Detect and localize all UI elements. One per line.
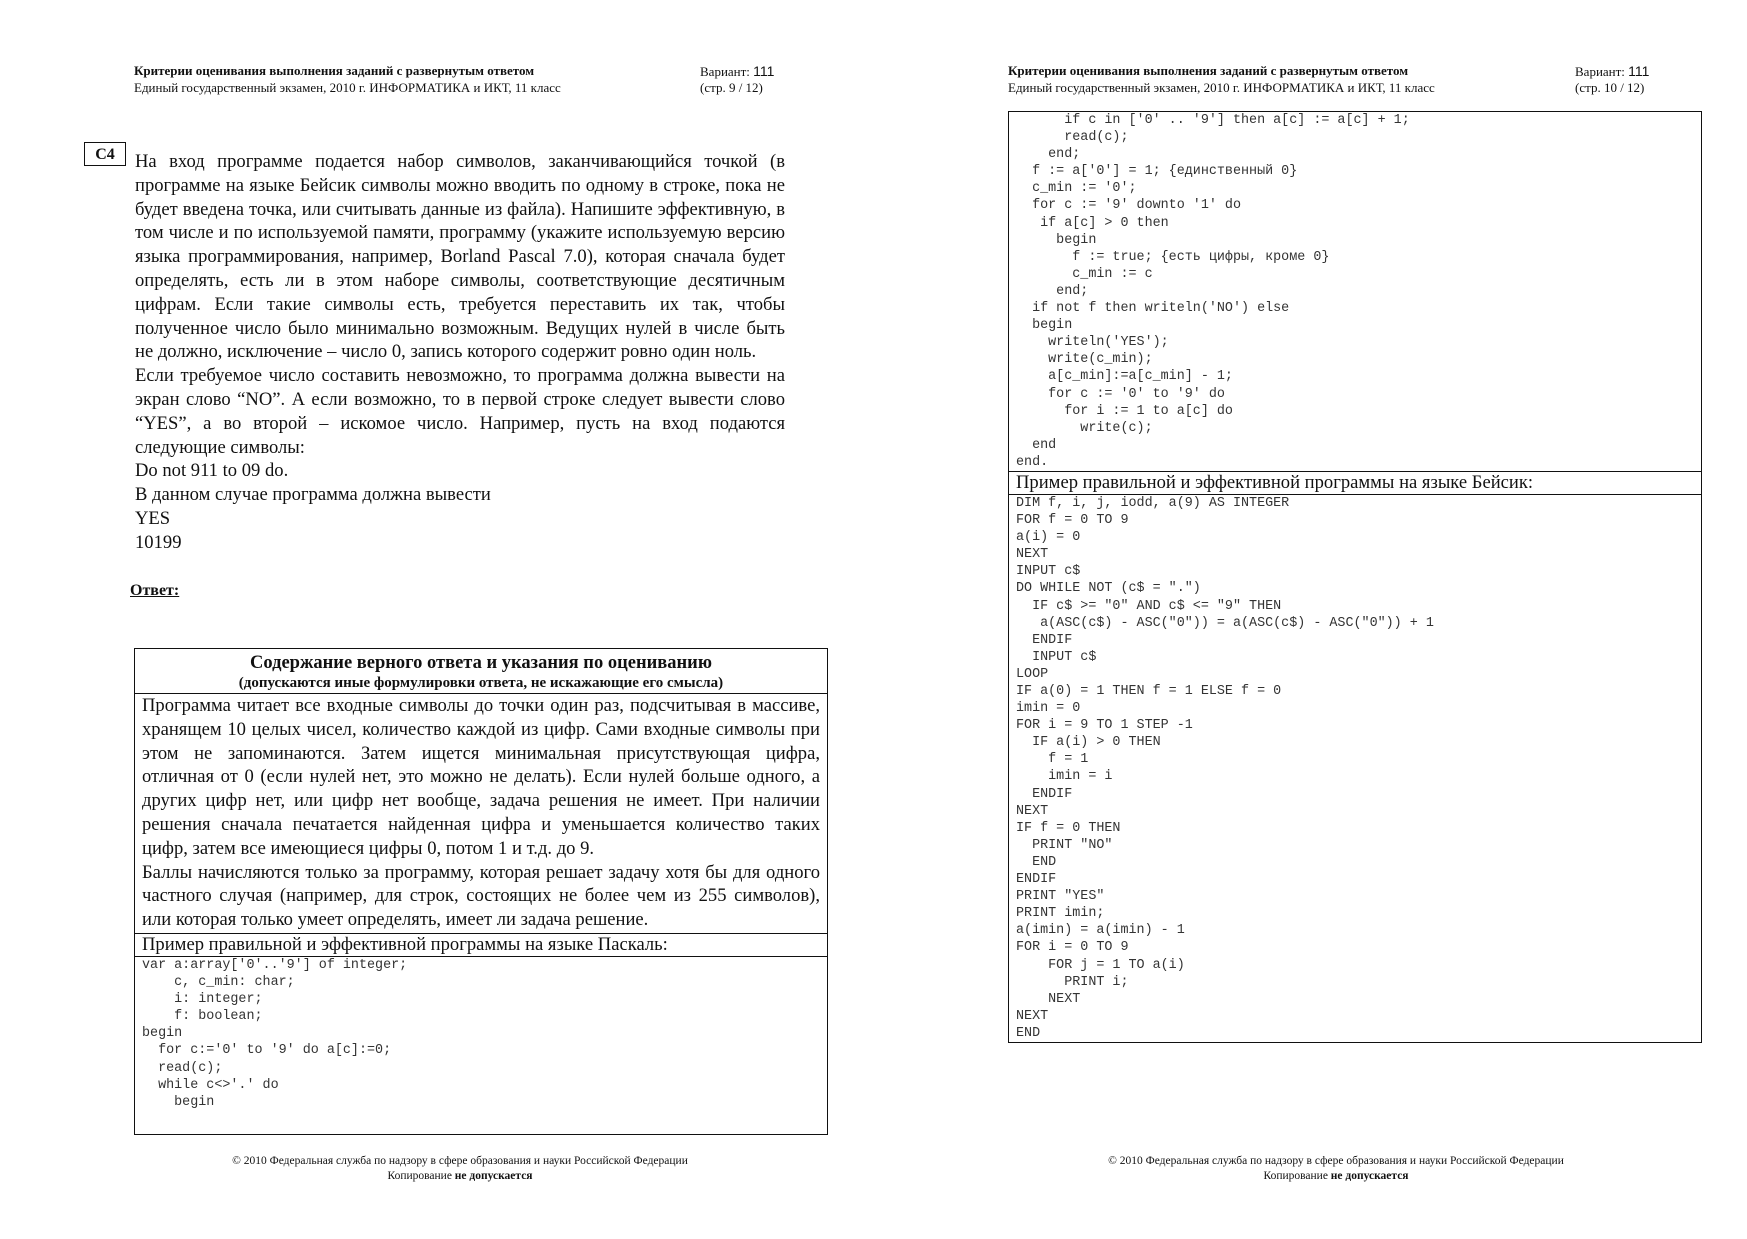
header-variant [1575,63,1649,80]
example-output-line-1: YES [135,507,171,529]
task-paragraph-1: На вход программе подается набор символов, заканчивающийся точкой (в программе на языке Бейсик символы можно вводить по одному в строке, пока не будет введена точка, или считывать данные из файла). Напишите эффективную, в том числе и по используемой памяти, программу (укажите используемую версию языка программирования, например, Borland Pascal 7.0), которая сначала будет определять, есть ли в этом наборе символы, соответствующие десятичным цифрам. Если такие символы есть, требуется переставить их так, чтобы полученное число было минимально возможным. Ведущих нулей в числе быть не должно, исключение – число 0, запись которого содержит ровно один ноль. [135,151,785,363]
answer-label: Ответ: [130,582,180,599]
grading-box-subtitle: (допускаются иные формулировки ответа, не искажающие его смысла) [135,675,827,694]
basic-code: DIM f, i, j, iodd, a(9) AS INTEGER FOR f = 0 TO 9 a(i) = 0 NEXT INPUT c$ DO WHILE NOT (c$ = ".") IF c$ >= "0" AND c$ <= "9" THEN a(ASC(c$) - ASC("0")) = a(ASC(c$) - ASC("0")) + 1 ENDIF INPUT c$ LOOP IF a(0) = 1 THEN f = 1 ELSE f = 0 imin = 0 FOR i = 9 TO 1 STEP -1 IF a(i) > 0 THEN f = 1 imin = i ENDIF NEXT IF f = 0 THEN PRINT "NO" END ENDIF PRINT "YES" PRINT imin; a(imin) = a(imin) - 1 FOR i = 0 TO 9 FOR j = 1 TO a(i) PRINT i; NEXT NEXT END [1016,495,1434,1041]
grading-paragraph-1: Программа читает все входные символы до точки один раз, подсчитывая в массиве, хранящем 10 целых чисел, количество каждой из цифр. Сами входные символы при этом не запоминаются. Затем ищется минимальная присутствующая цифра, отличная от 0 (если нулей нет, это можно не делать). Если нулей больше одного, а других цифр нет, или цифр нет вообще, задача решения не имеет. При наличии решения сначала печатается найденная цифра и уменьшается количество таких цифр, затем все имеющиеся цифры 0, потом 1 и т.д. до 9. [142,695,820,859]
footer-copy-notice: Копирование не допускается [387,1170,533,1182]
code-box [1008,111,1702,1043]
variant-label: Вариант: [700,64,750,79]
header-title: Критерии оценивания выполнения заданий с развернутым ответом [1008,63,1409,78]
header-subtitle: Единый государственный экзамен, 2010 г. ИНФОРМАТИКА и ИКТ, 11 класс [1008,80,1435,95]
task-label: C4 [84,142,126,166]
header-variant [700,63,774,80]
variant-number: 111 [753,63,775,79]
header-page-number: (стр. 9 / 12) [700,80,763,95]
task-paragraph-3: В данном случае программа должна вывести [135,484,491,506]
task-text [135,150,785,555]
grading-box-title: Содержание верного ответа и указания по оцениванию [250,653,712,673]
header-page-number: (стр. 10 / 12) [1575,80,1645,95]
pascal-code: var a:array['0'..'9'] of integer; c, c_min: char; i: integer; f: boolean; begin for c:='0' to '9' do a[c]:=0; read(c); while c<>'.' do begin [142,957,408,1110]
header-subtitle: Единый государственный экзамен, 2010 г. ИНФОРМАТИКА и ИКТ, 11 класс [134,80,561,95]
grading-paragraph-2: Баллы начисляются только за программу, которая решает задачу хотя бы для одного частного случая (например, для строк, состоящих не более чем из 255 символов), или которая только умеет определять, имеет ли задача решение. [142,861,820,931]
grading-box [134,648,828,1135]
right-page [873,0,1747,1239]
pascal-code-continued: if c in ['0' .. '9'] then a[c] := a[c] + 1; read(c); end; f := a['0'] = 1; {единственный 0} c_min := '0'; for c := '9' downto '1' do if a[c] > 0 then begin f := true; {есть цифры, кроме 0} c_min := c end; if not f then writeln('NO') else begin writeln('YES'); write(c_min); a[c_min]:=a[c_min] - 1; for c := '0' to '9' do for i := 1 to a[c] do write(c); end end. [1016,113,1410,470]
task-paragraph-2: Если требуемое число составить невозможно, то программа должна вывести на экран слово “NO”. А если возможно, то в первой строке следует вывести слово “YES”, а во второй – искомое число. Например, пусть на вход подаются следующие символы: [135,365,785,458]
basic-heading: Пример правильной и эффективной программы на языке Бейсик: [1009,471,1701,495]
example-input: Do not 911 to 09 do. [135,460,289,482]
variant-label: Вариант: [1575,64,1625,79]
footer-copyright: © 2010 Федеральная служба по надзору в сфере образования и науки Российской Федерации [1108,1155,1564,1167]
variant-number: 111 [1628,63,1650,79]
footer [1056,1154,1616,1184]
footer-copyright: © 2010 Федеральная служба по надзору в сфере образования и науки Российской Федерации [232,1155,688,1167]
header-title: Критерии оценивания выполнения заданий с развернутым ответом [134,63,535,78]
footer [180,1154,740,1184]
left-page [0,0,873,1239]
footer-copy-notice: Копирование не допускается [1263,1170,1409,1182]
example-output-line-2: 10199 [135,531,182,553]
pascal-heading: Пример правильной и эффективной программы на языке Паскаль: [135,933,827,957]
grading-box-body [135,694,827,933]
